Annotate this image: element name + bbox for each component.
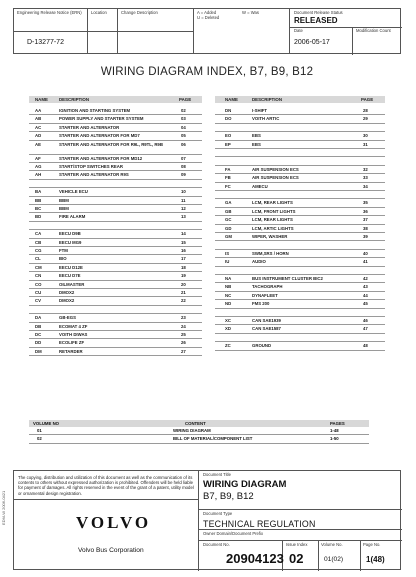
index-page: 27: [181, 348, 186, 354]
index-page: 05: [181, 133, 186, 139]
index-row: [29, 314, 202, 322]
index-row: [29, 331, 202, 339]
index-page: 28: [363, 108, 368, 113]
volume-pages: 1-48: [330, 428, 339, 433]
index-description: DMOX2: [59, 298, 75, 304]
index-row: [215, 191, 385, 199]
index-name: AH: [35, 172, 42, 178]
index-page: 09: [181, 172, 186, 178]
index-description: RETARDER: [59, 348, 83, 354]
volume-header: [29, 420, 369, 427]
index-name: XD: [225, 326, 231, 332]
index-name: DO: [225, 116, 232, 122]
index-name: GC: [225, 217, 232, 223]
index-name: NC: [225, 292, 232, 298]
index-page: 11: [181, 197, 186, 203]
volume-no: 01: [37, 428, 42, 433]
index-description: STARTER AND ALTERNATOR FOR MD7: [59, 133, 140, 139]
index-row: [215, 258, 385, 266]
index-description: GROUND: [252, 343, 272, 349]
index-page: 17: [181, 256, 186, 262]
index-name: ZC: [225, 343, 231, 349]
change-cell: [118, 9, 194, 53]
index-row: [29, 188, 202, 196]
legend-deleted: U = Deleted: [197, 15, 220, 20]
index-row: [29, 289, 202, 297]
doc-title: WIRING DIAGRAM: [203, 479, 287, 490]
index-name: GM: [225, 234, 232, 239]
index-name: DD: [35, 340, 42, 346]
index-row: [29, 297, 202, 305]
index-description: OILMASTER: [59, 281, 85, 287]
company-name: Volvo Bus Corporation: [78, 547, 144, 554]
volume-content: BILL OF MATERIAL/COMPONENT LIST: [173, 436, 253, 442]
volume-content: WIRING DIAGRAM: [173, 428, 211, 433]
document-footer: [13, 470, 401, 570]
index-row: [215, 292, 385, 300]
index-row: [215, 283, 385, 291]
index-page: 21: [181, 290, 186, 295]
page-no: 1(48): [366, 555, 385, 564]
index-description: BUS INSTRUMENT CLUSTER BIC2: [252, 276, 323, 281]
index-description: IGNITION AND STARTING SYSTEM: [59, 108, 131, 113]
index-description: BIO: [59, 256, 67, 262]
index-row: [215, 342, 385, 350]
index-row: [29, 255, 202, 263]
index-name: BA: [35, 189, 42, 195]
index-description: AMECU: [252, 183, 268, 189]
index-row: [29, 171, 202, 179]
index-name: BD: [35, 214, 42, 220]
index-name: CN: [35, 273, 42, 279]
index-row: [215, 132, 385, 140]
legend-cell: [194, 9, 290, 53]
index-name: DC: [35, 332, 42, 337]
index-row: [215, 325, 385, 333]
index-row: [215, 157, 385, 165]
index-description: AIR SUSPENSION ECS: [252, 166, 299, 172]
index-description: ECOMAT 4 ZF: [59, 323, 88, 329]
index-name: XC: [225, 318, 231, 323]
owner-label: Owner Domain/Document Prefix: [203, 531, 264, 536]
index-row: [215, 166, 385, 174]
index-description: STARTER AND ALTERNATOR FOR MD12: [59, 155, 143, 161]
side-code: EDM-W 2006-0421: [1, 490, 6, 525]
doc-title-line2: B7, B9, B12: [203, 491, 254, 502]
index-row: [29, 323, 202, 331]
index-name: EP: [225, 141, 231, 147]
index-description: EECU D9B: [59, 231, 81, 237]
index-row: [215, 107, 385, 115]
index-row: [215, 216, 385, 224]
issue-label: Issue Index: [286, 542, 308, 547]
index-row: [29, 124, 202, 132]
doc-title-label: Document Title: [203, 472, 231, 477]
index-description: DMOX2: [59, 290, 75, 295]
index-row: [215, 267, 385, 275]
index-name: AF: [35, 155, 41, 161]
index-page: 07: [181, 155, 186, 161]
doc-type-label: Document Type: [203, 511, 233, 516]
index-row: [29, 213, 202, 221]
date-value: 2006-05-17: [294, 39, 330, 46]
change-label: Change Description: [121, 10, 158, 15]
index-name: BB: [35, 197, 42, 203]
index-description: EBS: [252, 141, 261, 147]
index-description: WIPER, WASHER: [252, 234, 288, 239]
index-page: 25: [181, 332, 186, 337]
index-description: POWER SUPPLY AND STARTER SYSTEM: [59, 116, 144, 122]
index-page: 39: [363, 234, 368, 239]
index-description: FMS 200: [252, 301, 270, 307]
index-page: 38: [363, 225, 368, 231]
index-row: [29, 348, 202, 356]
volume-no: 01(02): [324, 556, 344, 563]
index-row: [29, 205, 202, 213]
header-content: CONTENT: [185, 421, 206, 426]
index-name: CO: [35, 281, 42, 287]
index-description: STARTER AND ALTERNATOR: [59, 124, 120, 130]
index-name: CV: [35, 298, 41, 304]
mod-count-label: Modification Count: [356, 28, 391, 33]
index-row: [29, 155, 202, 163]
release-status-value: RELEASED: [294, 16, 338, 25]
index-page: 30: [363, 133, 368, 139]
index-description: VOITH ARTIC: [252, 116, 280, 122]
index-header-left: [29, 96, 202, 103]
erln-value: D-13277-72: [27, 39, 64, 46]
index-row: [29, 281, 202, 289]
index-page: 46: [363, 318, 368, 323]
index-page: 41: [363, 259, 368, 265]
index-row: [29, 264, 202, 272]
index-page: 18: [181, 264, 186, 270]
index-page: 31: [363, 141, 368, 147]
index-page: 03: [181, 116, 186, 122]
index-name: GA: [225, 200, 232, 206]
index-page: 16: [181, 248, 186, 253]
index-name: AD: [35, 133, 42, 139]
index-description: EECU D7E: [59, 273, 81, 279]
legend-added: A = Added: [197, 10, 217, 15]
index-page: 36: [363, 208, 368, 214]
index-description: STARTER AND ALTERNATOR R9S: [59, 172, 129, 178]
index-page: 15: [181, 239, 186, 245]
volume-no: 02: [37, 436, 42, 442]
index-row: [29, 239, 202, 247]
index-name: FC: [225, 183, 231, 189]
index-page: 06: [181, 141, 186, 147]
index-name: CM: [35, 264, 42, 270]
index-description: EBS: [252, 133, 261, 139]
index-row: [29, 107, 202, 115]
index-page: 19: [181, 273, 186, 279]
index-row: [29, 197, 202, 205]
location-label: Location: [91, 10, 107, 15]
index-name: EO: [225, 133, 232, 139]
copyright-notice: The copying, distribution and utilization of this document as well as the communication of its contents to others without expressed authorization is prohibited. Offenders will be held liable for payment of damages. All rights reserved in the event of the grant of a patent, utility model or ornamental design registration.: [18, 475, 194, 496]
index-page: 40: [363, 250, 368, 256]
index-page: 08: [181, 164, 186, 169]
index-page: 26: [181, 340, 186, 346]
index-name: NB: [225, 284, 232, 290]
index-name: DN: [225, 108, 232, 113]
volume-pages: 1-50: [330, 436, 339, 442]
index-row: [29, 230, 202, 238]
volume-row: [29, 427, 369, 435]
index-description: LCM, ARTIC LIGHTS: [252, 225, 294, 231]
index-name: FB: [225, 175, 231, 181]
index-description: CAN SAE1939: [252, 318, 281, 323]
index-name: CU: [35, 290, 42, 295]
index-row: [29, 141, 202, 155]
index-row: [215, 317, 385, 325]
page-title: WIRING DIAGRAM INDEX, B7, B9, B12: [100, 66, 314, 78]
index-name: GD: [225, 225, 232, 231]
index-header-right: [215, 96, 385, 103]
volvo-logo: VOLVO: [76, 513, 152, 532]
index-name: DM: [35, 348, 42, 354]
doc-no-label: Document No.: [203, 542, 230, 547]
header-volume-no: VOLUME NO: [33, 421, 60, 426]
index-name: DA: [35, 315, 42, 321]
index-description: FTM: [59, 248, 68, 253]
index-page: 10: [181, 189, 186, 195]
date-label: Date: [294, 28, 303, 33]
index-description: AUDIO: [252, 259, 266, 265]
index-page: 45: [363, 301, 368, 307]
index-row: [215, 141, 385, 149]
volume-row: [29, 435, 369, 443]
index-row: [29, 115, 202, 123]
index-description: EECU D12E: [59, 264, 83, 270]
index-description: AIR SUSPENSION ECS: [252, 175, 299, 181]
index-row: [215, 300, 385, 308]
index-name: NA: [225, 276, 232, 281]
index-name: CB: [35, 239, 42, 245]
index-name: BC: [35, 206, 42, 211]
index-name: CG: [35, 248, 42, 253]
index-description: BBM: [59, 197, 69, 203]
release-status-label: Document Release Status: [294, 10, 343, 15]
index-page: 04: [181, 124, 186, 130]
index-page: 32: [363, 166, 368, 172]
index-row: [29, 180, 202, 188]
index-row: [29, 247, 202, 255]
index-row: [215, 199, 385, 207]
index-row: [215, 225, 385, 233]
header-page: PAGE: [179, 97, 192, 102]
header-description: DESCRIPTION: [252, 97, 283, 102]
index-description: SWM,SRS / HORN: [252, 250, 289, 256]
index-row: [215, 115, 385, 123]
index-name: AB: [35, 116, 42, 122]
index-name: AE: [35, 141, 41, 147]
index-name: GB: [225, 208, 232, 214]
index-name: CA: [35, 231, 42, 237]
index-page: 29: [363, 116, 368, 122]
index-row: [29, 339, 202, 347]
index-page: 35: [363, 200, 368, 206]
index-description: FIRE ALARM: [59, 214, 86, 220]
index-description: LCM, REAR LIGHTS: [252, 217, 293, 223]
index-row: [215, 250, 385, 258]
header-page: PAGE: [361, 97, 374, 102]
index-page: 02: [181, 108, 186, 113]
index-row: [215, 174, 385, 182]
location-cell: [88, 9, 118, 53]
index-page: 20: [181, 281, 186, 287]
index-page: 43: [363, 284, 368, 290]
index-row: [215, 241, 385, 249]
header-pages: PAGES: [330, 421, 345, 426]
erln-label: Engineering Release Notice (ERN): [17, 10, 82, 15]
index-description: TACHOGRAPH: [252, 284, 283, 290]
header-description: DESCRIPTION: [59, 97, 90, 102]
index-page: 48: [363, 343, 368, 349]
index-row: [29, 163, 202, 171]
volume-label: Volume No.: [321, 542, 343, 547]
index-page: 23: [181, 315, 186, 321]
index-name: IU: [225, 259, 230, 265]
index-page: 47: [363, 326, 368, 332]
issue-index: 02: [289, 551, 304, 566]
index-description: VOITH DIWAS: [59, 332, 88, 337]
document-header: [13, 8, 401, 54]
index-name: ND: [225, 301, 232, 307]
header-name: NAME: [225, 97, 238, 102]
index-description: VEHICLE ECU: [59, 189, 88, 195]
index-description: DYNAFLEET: [252, 292, 278, 298]
index-row: [29, 306, 202, 314]
index-description: GB-EGS: [59, 315, 76, 321]
index-page: 33: [363, 175, 368, 181]
index-description: START/STOP SWITCHES REAR: [59, 164, 123, 169]
index-page: 12: [181, 206, 186, 211]
index-row: [215, 334, 385, 342]
index-row: [29, 222, 202, 230]
index-description: ECOLIFE ZF: [59, 340, 85, 346]
index-row: [215, 183, 385, 191]
index-page: 42: [363, 276, 368, 281]
index-row: [215, 309, 385, 317]
index-page: 44: [363, 292, 368, 298]
index-description: STARTER AND ALTERNATOR FOR R9L, R9TL, R9B: [59, 141, 163, 147]
index-page: 13: [181, 214, 186, 220]
page-label: Page No.: [363, 542, 381, 547]
doc-no: 20904123: [226, 551, 284, 566]
index-description: LCM, REAR LIGHTS: [252, 200, 293, 206]
index-row: [29, 272, 202, 280]
index-page: 24: [181, 323, 186, 329]
index-description: I-SHIFT: [252, 108, 268, 113]
index-row: [215, 124, 385, 132]
index-page: 14: [181, 231, 186, 237]
index-name: IS: [225, 250, 230, 256]
index-description: CAN SAE1587: [252, 326, 281, 332]
doc-type: TECHNICAL REGULATION: [203, 519, 316, 529]
legend-was: W = Was: [242, 10, 259, 15]
index-row: [215, 208, 385, 216]
index-name: AA: [35, 108, 42, 113]
index-name: CL: [35, 256, 41, 262]
index-row: [215, 233, 385, 241]
index-row: [215, 275, 385, 283]
index-row: [215, 149, 385, 157]
index-name: DB: [35, 323, 42, 329]
header-name: NAME: [35, 97, 48, 102]
index-description: LCM, FRONT LIGHTS: [252, 208, 296, 214]
index-page: 37: [363, 217, 368, 223]
index-page: 22: [181, 298, 186, 304]
index-name: FA: [225, 166, 231, 172]
index-description: EECU MG9: [59, 239, 82, 245]
index-name: AG: [35, 164, 42, 169]
index-description: BBM: [59, 206, 69, 211]
index-page: 34: [363, 183, 368, 189]
index-name: AC: [35, 124, 42, 130]
index-row: [29, 132, 202, 140]
